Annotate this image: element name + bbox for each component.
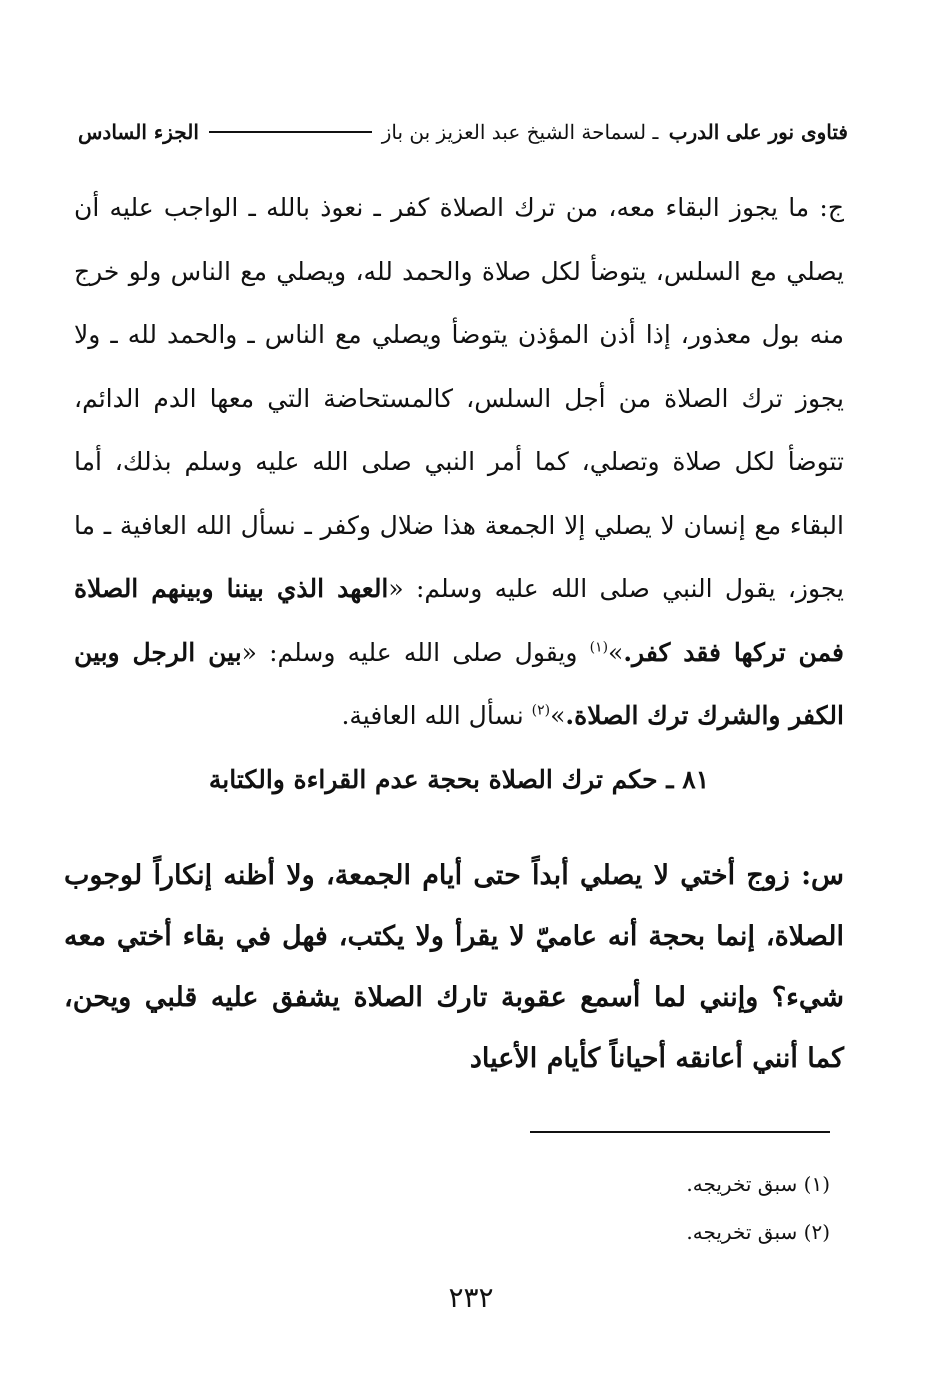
section-heading: ٨١ ـ حكم ترك الصلاة بحجة عدم القراءة والكتابة xyxy=(208,765,710,794)
quote-close-1: » xyxy=(608,637,624,667)
answer-paragraph xyxy=(74,176,844,748)
quote-close-2: » xyxy=(550,701,566,730)
footnote-ref-2: (٢) xyxy=(531,702,551,719)
running-header xyxy=(78,112,848,152)
footnote-1: (١) سبق تخريجه. xyxy=(686,1172,830,1196)
page-number: ٢٣٢ xyxy=(448,1281,494,1314)
hadith-quote-1: العهد الذي بيننا وبينهم الصلاة فمن تركها فقد كفر. xyxy=(74,574,844,667)
footnotes xyxy=(530,1160,830,1256)
header-title-group xyxy=(382,120,848,144)
hadith-quote-2: بين الرجل وبين الكفر والشرك ترك الصلاة. xyxy=(74,637,844,730)
footnote-2: (٢) سبق تخريجه. xyxy=(686,1220,830,1244)
footnote-divider xyxy=(530,1131,830,1133)
answer-intro: ج: ما يجوز البقاء معه، من ترك الصلاة كفر ـ نعوذ بالله ـ الواجب عليه أن يصلي مع السلس، يتوضأ لكل صلاة والحمد لله، ويصلي مع الناس ولو خرج منه بول معذور، إذا أذن المؤذن يتوضأ ويصلي مع الناس ـ والحمد لله ـ ولا يجوز ترك الصلاة من أجل السلس، كالمستحاضة التي معها الدم الدائم، تتوضأ لكل صلاة وتصلي، كما أمر النبي صلى الله عليه وسلم بذلك، أما البقاء مع إنسان لا يصلي إلا الجمعة هذا ضلال وكفر ـ نسأل الله العافية ـ ما يجوز، يقول النبي صلى الله عليه وسلم: « xyxy=(74,193,844,603)
question-body xyxy=(64,845,844,1089)
answer-body xyxy=(74,176,844,748)
author-name: ـ لسماحة الشيخ عبد العزيز بن باز xyxy=(381,120,659,144)
question-text: س: زوج أختي لا يصلي أبداً حتى أيام الجمعة، ولا أظنه إنكاراً لوجوب الصلاة، إنما بحجة أنه عاميّ لا يقرأ ولا يكتب، فهل في بقاء أختي معه شيء؟ وإنني لما أسمع عقوبة تارك الصلاة يشفق عليه قلبي ويحن، كما أنني أعانقه أحياناً كأيام الأعياد xyxy=(64,860,844,1074)
book-title: فتاوى نور على الدرب xyxy=(668,120,848,144)
volume-label: الجزء السادس xyxy=(78,120,199,144)
answer-ending: نسأل الله العافية. xyxy=(341,701,532,730)
header-rule xyxy=(209,131,372,133)
footnote-ref-1: (١) xyxy=(589,639,609,656)
answer-middle: ويقول صلى الله عليه وسلم: « xyxy=(241,637,590,667)
